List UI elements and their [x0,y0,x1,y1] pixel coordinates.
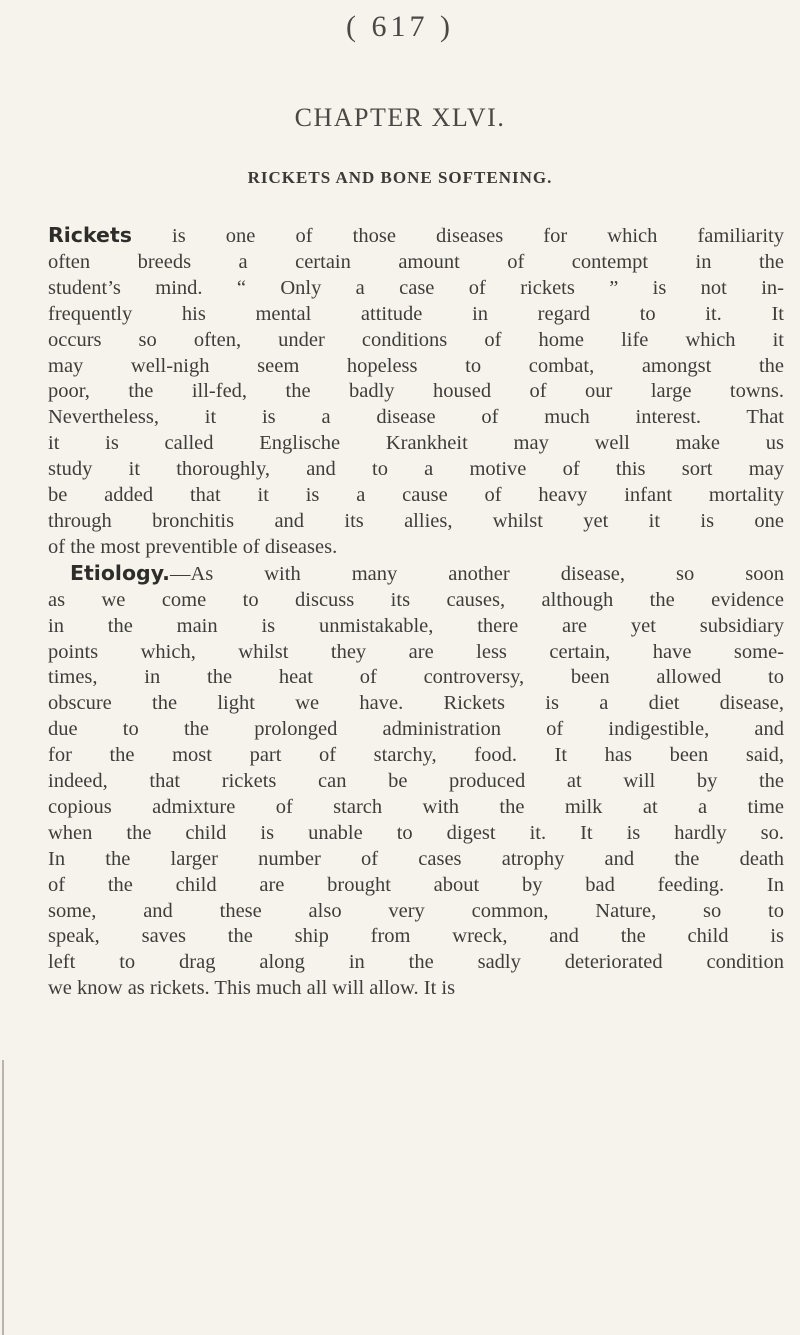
text-line: student’s mind. “ Only a case of rickets ” is not in- [48,276,784,299]
text-line: be added that it is a cause of heavy infant mortality [48,484,784,507]
text-line: In the larger number of cases atrophy and the death [48,847,784,870]
paragraph-lead-word: Etiology. [70,560,170,585]
paragraph-lead-word: Rickets [48,223,132,247]
text-line: it is called Englische Krankheit may well make us [48,432,784,455]
text-line: due to the prolonged administration of indigestible, and [48,718,784,741]
text-line: through bronchitis and its allies, whilst yet it is one [48,509,784,532]
text-line: as we come to discuss its causes, although the evidence [48,588,784,611]
body-text [48,223,784,1002]
section-title: RICKETS AND BONE SOFTENING. [247,168,553,187]
text-line: often breeds a certain amount of contempt in the [48,250,784,273]
text-line: for the most part of starchy, food. It has been said, [48,744,784,767]
text-line: may well-nigh seem hopeless to combat, amongst the [48,354,784,377]
chapter-title: CHAPTER XLVI. [294,103,506,132]
text-line: we know as rickets. This much all will allow. It is [48,977,456,1000]
text-line: left to drag along in the sadly deteriorated condition [48,951,784,974]
text-line: Nevertheless, it is a disease of much interest. That [48,406,784,429]
text-line: speak, saves the ship from wreck, and the child is [48,925,784,948]
text-line: in the main is unmistakable, there are yet subsidiary [48,614,784,637]
text-line: of the child are brought about by bad feeding. In [48,873,784,896]
text-line: times, in the heat of controversy, been allowed to [48,666,784,689]
text-line: of the most preventible of diseases. [48,535,338,558]
text-line: points which, whilst they are less certain, have some- [48,640,784,663]
text-line: study it thoroughly, and to a motive of this sort may [48,458,784,481]
text-line: indeed, that rickets can be produced at will by the [48,770,784,793]
text-line: when the child is unable to digest it. It is hardly so. [48,821,784,844]
text-line: poor, the ill-fed, the badly housed of our large towns. [48,380,784,403]
text-line: Rickets is one of those diseases for which familiarity [48,223,784,247]
text-line: occurs so often, under conditions of home life which it [48,328,784,351]
text-line: frequently his mental attitude in regard to it. It [48,302,784,325]
text-line: some, and these also very common, Nature, so to [48,899,784,922]
text-line: Etiology.—As with many another disease, so soon [70,560,784,585]
text-line: obscure the light we have. Rickets is a diet disease, [48,692,784,715]
page-number: ( 617 ) [346,10,454,43]
text-line: copious admixture of starch with the milk at a time [48,795,784,818]
page-edge-line [2,1060,4,1335]
